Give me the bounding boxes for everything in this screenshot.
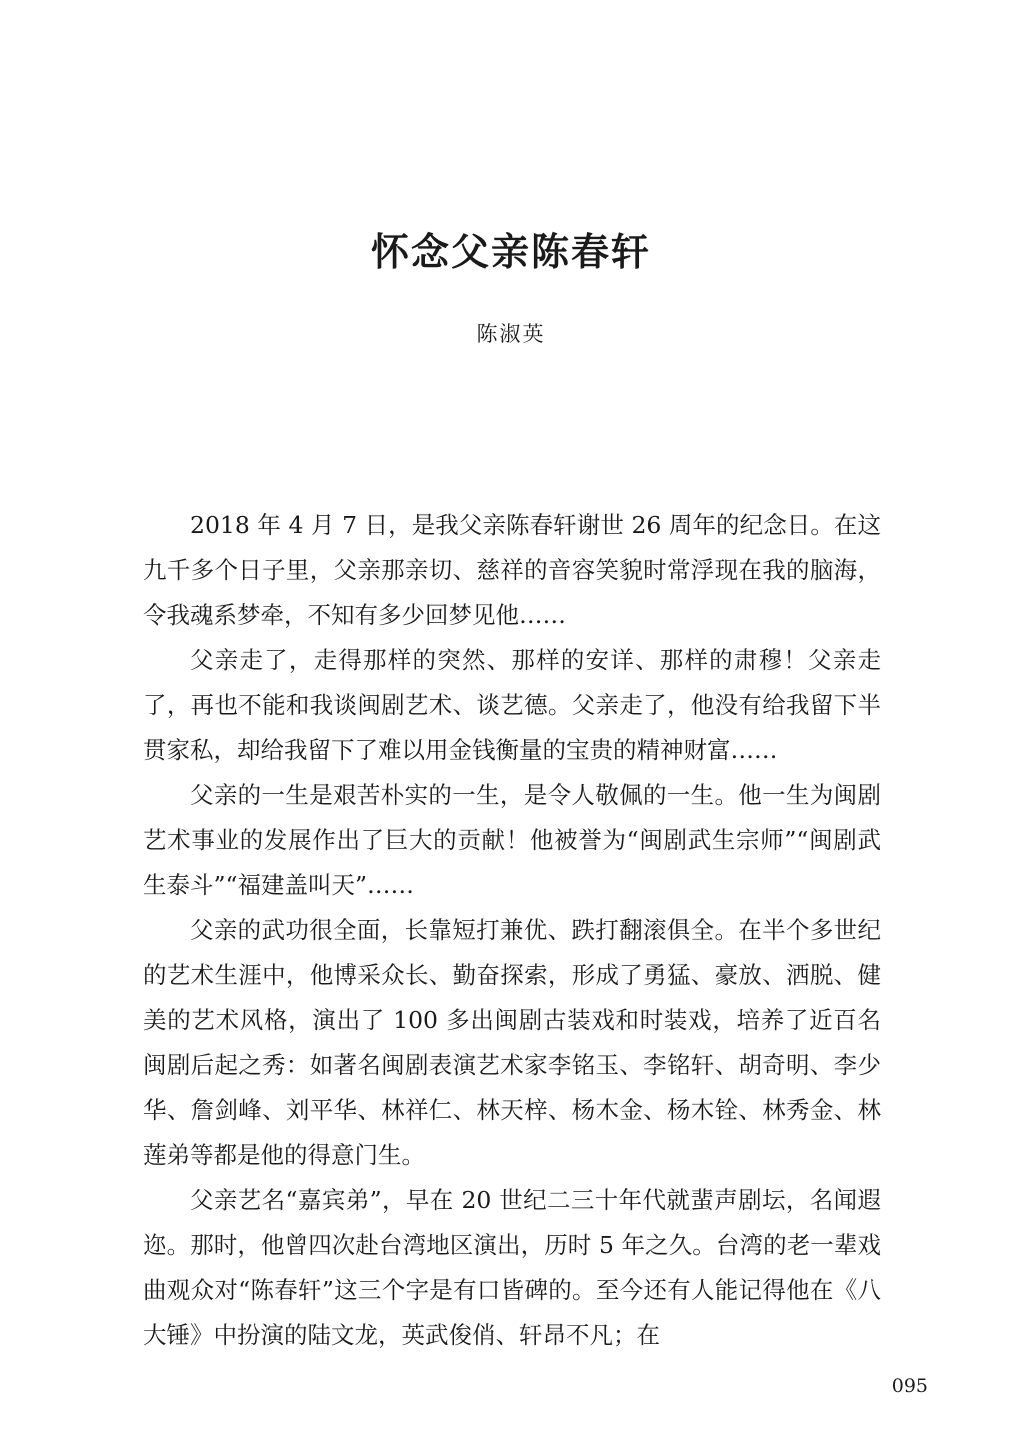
paragraph: 父亲走了，走得那样的突然、那样的安详、那样的肃穆！父亲走了，再也不能和我谈闽剧艺术、谈艺德。父亲走了，他没有给我留下半贯家私，却给我留下了难以用金钱衡量的宝贵的精神财富……	[143, 646, 881, 764]
article-title: 怀念父亲陈春轩	[370, 229, 651, 274]
article-body	[143, 503, 881, 1358]
paragraph: 父亲艺名“嘉宾弟”，早在 20 世纪二三十年代就蜚声剧坛，名闻遐迩。那时，他曾四次赴台湾地区演出，历时 5 年之久。台湾的老一辈戏曲观众对“陈春轩”这三个字是有口皆碑的。至今还有人能记得他在《八大锤》中扮演的陆文龙，英武俊俏、轩昂不凡；在	[143, 1186, 881, 1349]
paragraph: 父亲的一生是艰苦朴实的一生，是令人敬佩的一生。他一生为闽剧艺术事业的发展作出了巨大的贡献！他被誉为“闽剧武生宗师”“闽剧武生泰斗”“福建盖叫天”……	[143, 781, 881, 899]
page-number: 095	[891, 1375, 928, 1397]
paragraph: 父亲的武功很全面，长靠短打兼优、跌打翻滚俱全。在半个多世纪的艺术生涯中，他博采众长、勤奋探索，形成了勇猛、豪放、洒脱、健美的艺术风格，演出了 100 多出闽剧古装戏和时装戏，培养了近百名闽剧后起之秀：如著名闽剧表演艺术家李铭玉、李铭轩、胡奇明、李少华、詹剑峰、刘平华、林祥仁、林天梓、杨木金、杨木铨、林秀金、林莲弟等都是他的得意门生。	[143, 916, 881, 1169]
paragraph: 2018 年 4 月 7 日，是我父亲陈春轩谢世 26 周年的纪念日。在这九千多个日子里，父亲那亲切、慈祥的音容笑貌时常浮现在我的脑海，令我魂系梦牵，不知有多少回梦见他……	[143, 511, 881, 629]
article-author: 陈淑英	[476, 322, 546, 346]
